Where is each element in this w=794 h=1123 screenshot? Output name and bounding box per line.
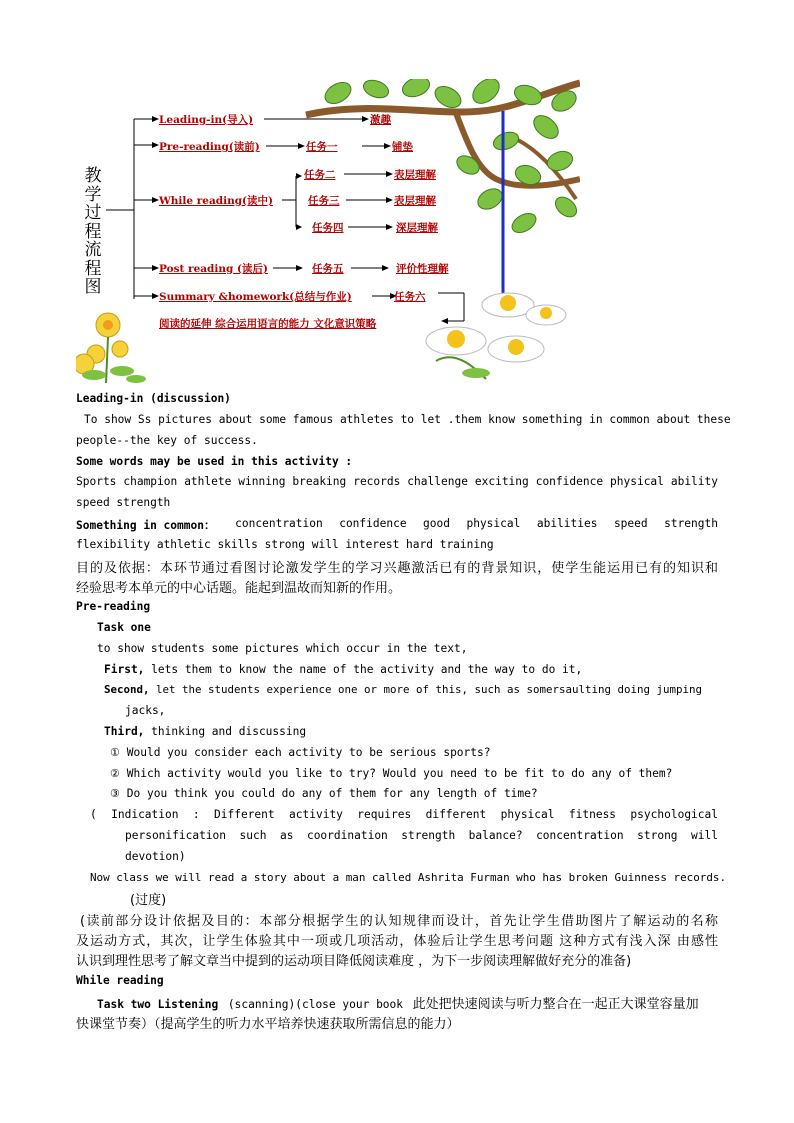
node-evaluative: 评价性理解	[396, 263, 449, 275]
task-two-note: 此处把快速阅读与听力整合在一起正大课堂容量加	[412, 997, 699, 1012]
purpose-paragraph-line: 经验思考本单元的中心话题。能起到温故而知新的作用。	[76, 581, 402, 596]
step-third-text: thinking and discussing	[151, 725, 307, 738]
title-char: 过	[84, 203, 102, 223]
node-task4: 任务四	[312, 222, 344, 234]
step-first-text: lets them to know the name of the activity and the way to do it,	[151, 663, 583, 676]
transition-sentence: Now class we will read a story about a man called Ashrita Furman who has broken Guinness records.	[90, 871, 727, 884]
pre-reading-heading: Pre-reading	[76, 600, 151, 613]
step-second	[104, 683, 702, 696]
node-summary: Summary &homework(总结与作业)	[159, 291, 352, 303]
common-label: Something in common：	[76, 519, 216, 532]
step-third-label: Third,	[104, 725, 145, 738]
title-char: 流	[84, 240, 102, 260]
transition-note: (过度)	[130, 893, 167, 908]
step-second-label: Second,	[104, 683, 150, 696]
common-text: concentration confidence good physical abilities speed strength	[235, 517, 718, 530]
flowchart-title	[80, 167, 106, 297]
node-post-reading: Post reading (读后)	[159, 263, 268, 275]
title-char: 程	[84, 258, 102, 279]
leading-in-paragraph-line: To show Ss pictures about some famous athletes to let .them know something in common about these	[84, 413, 731, 426]
node-task5: 任务五	[312, 263, 344, 275]
node-task6: 任务六	[394, 291, 426, 303]
step-second-cont: jacks,	[125, 704, 166, 717]
words-list-line: speed strength	[76, 496, 171, 509]
node-task2: 任务二	[304, 169, 336, 181]
purpose2-line: 及运动方式，其次，让学生体验其中一项或几项活动，体验后让学生思考问题 这种方式有浅入深 由感性	[76, 934, 718, 949]
indication-line: devotion)	[125, 850, 186, 863]
node-task1: 任务一	[306, 141, 338, 153]
step-first-label: First,	[104, 663, 145, 676]
node-foundation: 铺垫	[392, 141, 413, 153]
teaching-flowchart	[76, 79, 580, 383]
task-two-label: Task two Listening	[97, 998, 219, 1011]
node-pre-reading: Pre-reading(读前)	[159, 141, 260, 153]
node-surface-1: 表层理解	[394, 169, 436, 181]
task-two-line	[97, 993, 699, 1012]
indication-line: personification such as coordination strength balance? concentration strong will	[125, 829, 718, 842]
common-line	[76, 517, 718, 533]
task-two-note-cont: 快课堂节奏）（提高学生的听力水平培养快速获取所需信息的能力）	[76, 1017, 460, 1032]
task-two-paren: (scanning)(close your book	[227, 998, 404, 1011]
title-char: 图	[84, 277, 102, 297]
node-extension: 阅读的延伸 综合运用语言的能力 文化意识策略	[159, 318, 377, 330]
step-second-text: let the students experience one or more of this, such as somersaulting doing jumping	[156, 683, 703, 696]
words-list-line: Sports champion athlete winning breaking records challenge exciting confidence physical ability	[76, 475, 718, 488]
title-char: 程	[84, 221, 102, 242]
task-one-intro: to show students some pictures which occur in the text,	[97, 642, 468, 655]
while-reading-heading: While reading	[76, 974, 164, 987]
leading-in-paragraph-line: people--the key of success.	[76, 434, 258, 447]
purpose2-line: (读前部分设计依据及目的：本部分根据学生的认知规律而设计，首先让学生借助图片了解运动的名称	[80, 914, 718, 929]
step-first	[104, 663, 582, 676]
node-task3: 任务三	[308, 195, 340, 207]
leading-in-heading: Leading-in (discussion)	[76, 392, 231, 405]
question-3: ③ Do you think you could do any of them for any length of time?	[110, 787, 538, 800]
indication-line: ( Indication : Different activity requires different physical fitness psychological	[90, 808, 718, 821]
title-char: 教	[84, 166, 102, 186]
node-interest: 激趣	[370, 114, 391, 126]
node-while-reading: While reading(读中)	[159, 195, 273, 207]
question-1: ① Would you consider each activity to be serious sports?	[110, 746, 491, 759]
purpose2-line: 认识到理性思考了解文章当中提到的运动项目降低阅读难度 ，为下一步阅读理解做好充分的准备)	[76, 954, 632, 969]
step-third	[104, 725, 306, 738]
words-heading: Some words may be used in this activity :	[76, 455, 353, 468]
purpose-paragraph-line: 目的及依据：本环节通过看图讨论激发学生的学习兴趣激活已有的背景知识，使学生能运用已有的知识和	[76, 561, 718, 576]
question-2: ② Which activity would you like to try? Would you need to be fit to do any of them?	[110, 767, 673, 780]
task-one-heading: Task one	[97, 621, 151, 634]
common-text-line: flexibility athletic skills strong will interest hard training	[76, 538, 494, 551]
node-deep: 深层理解	[396, 222, 438, 234]
title-char: 学	[84, 184, 102, 205]
node-leading-in: Leading-in(导入)	[159, 114, 254, 126]
node-surface-2: 表层理解	[394, 195, 436, 207]
